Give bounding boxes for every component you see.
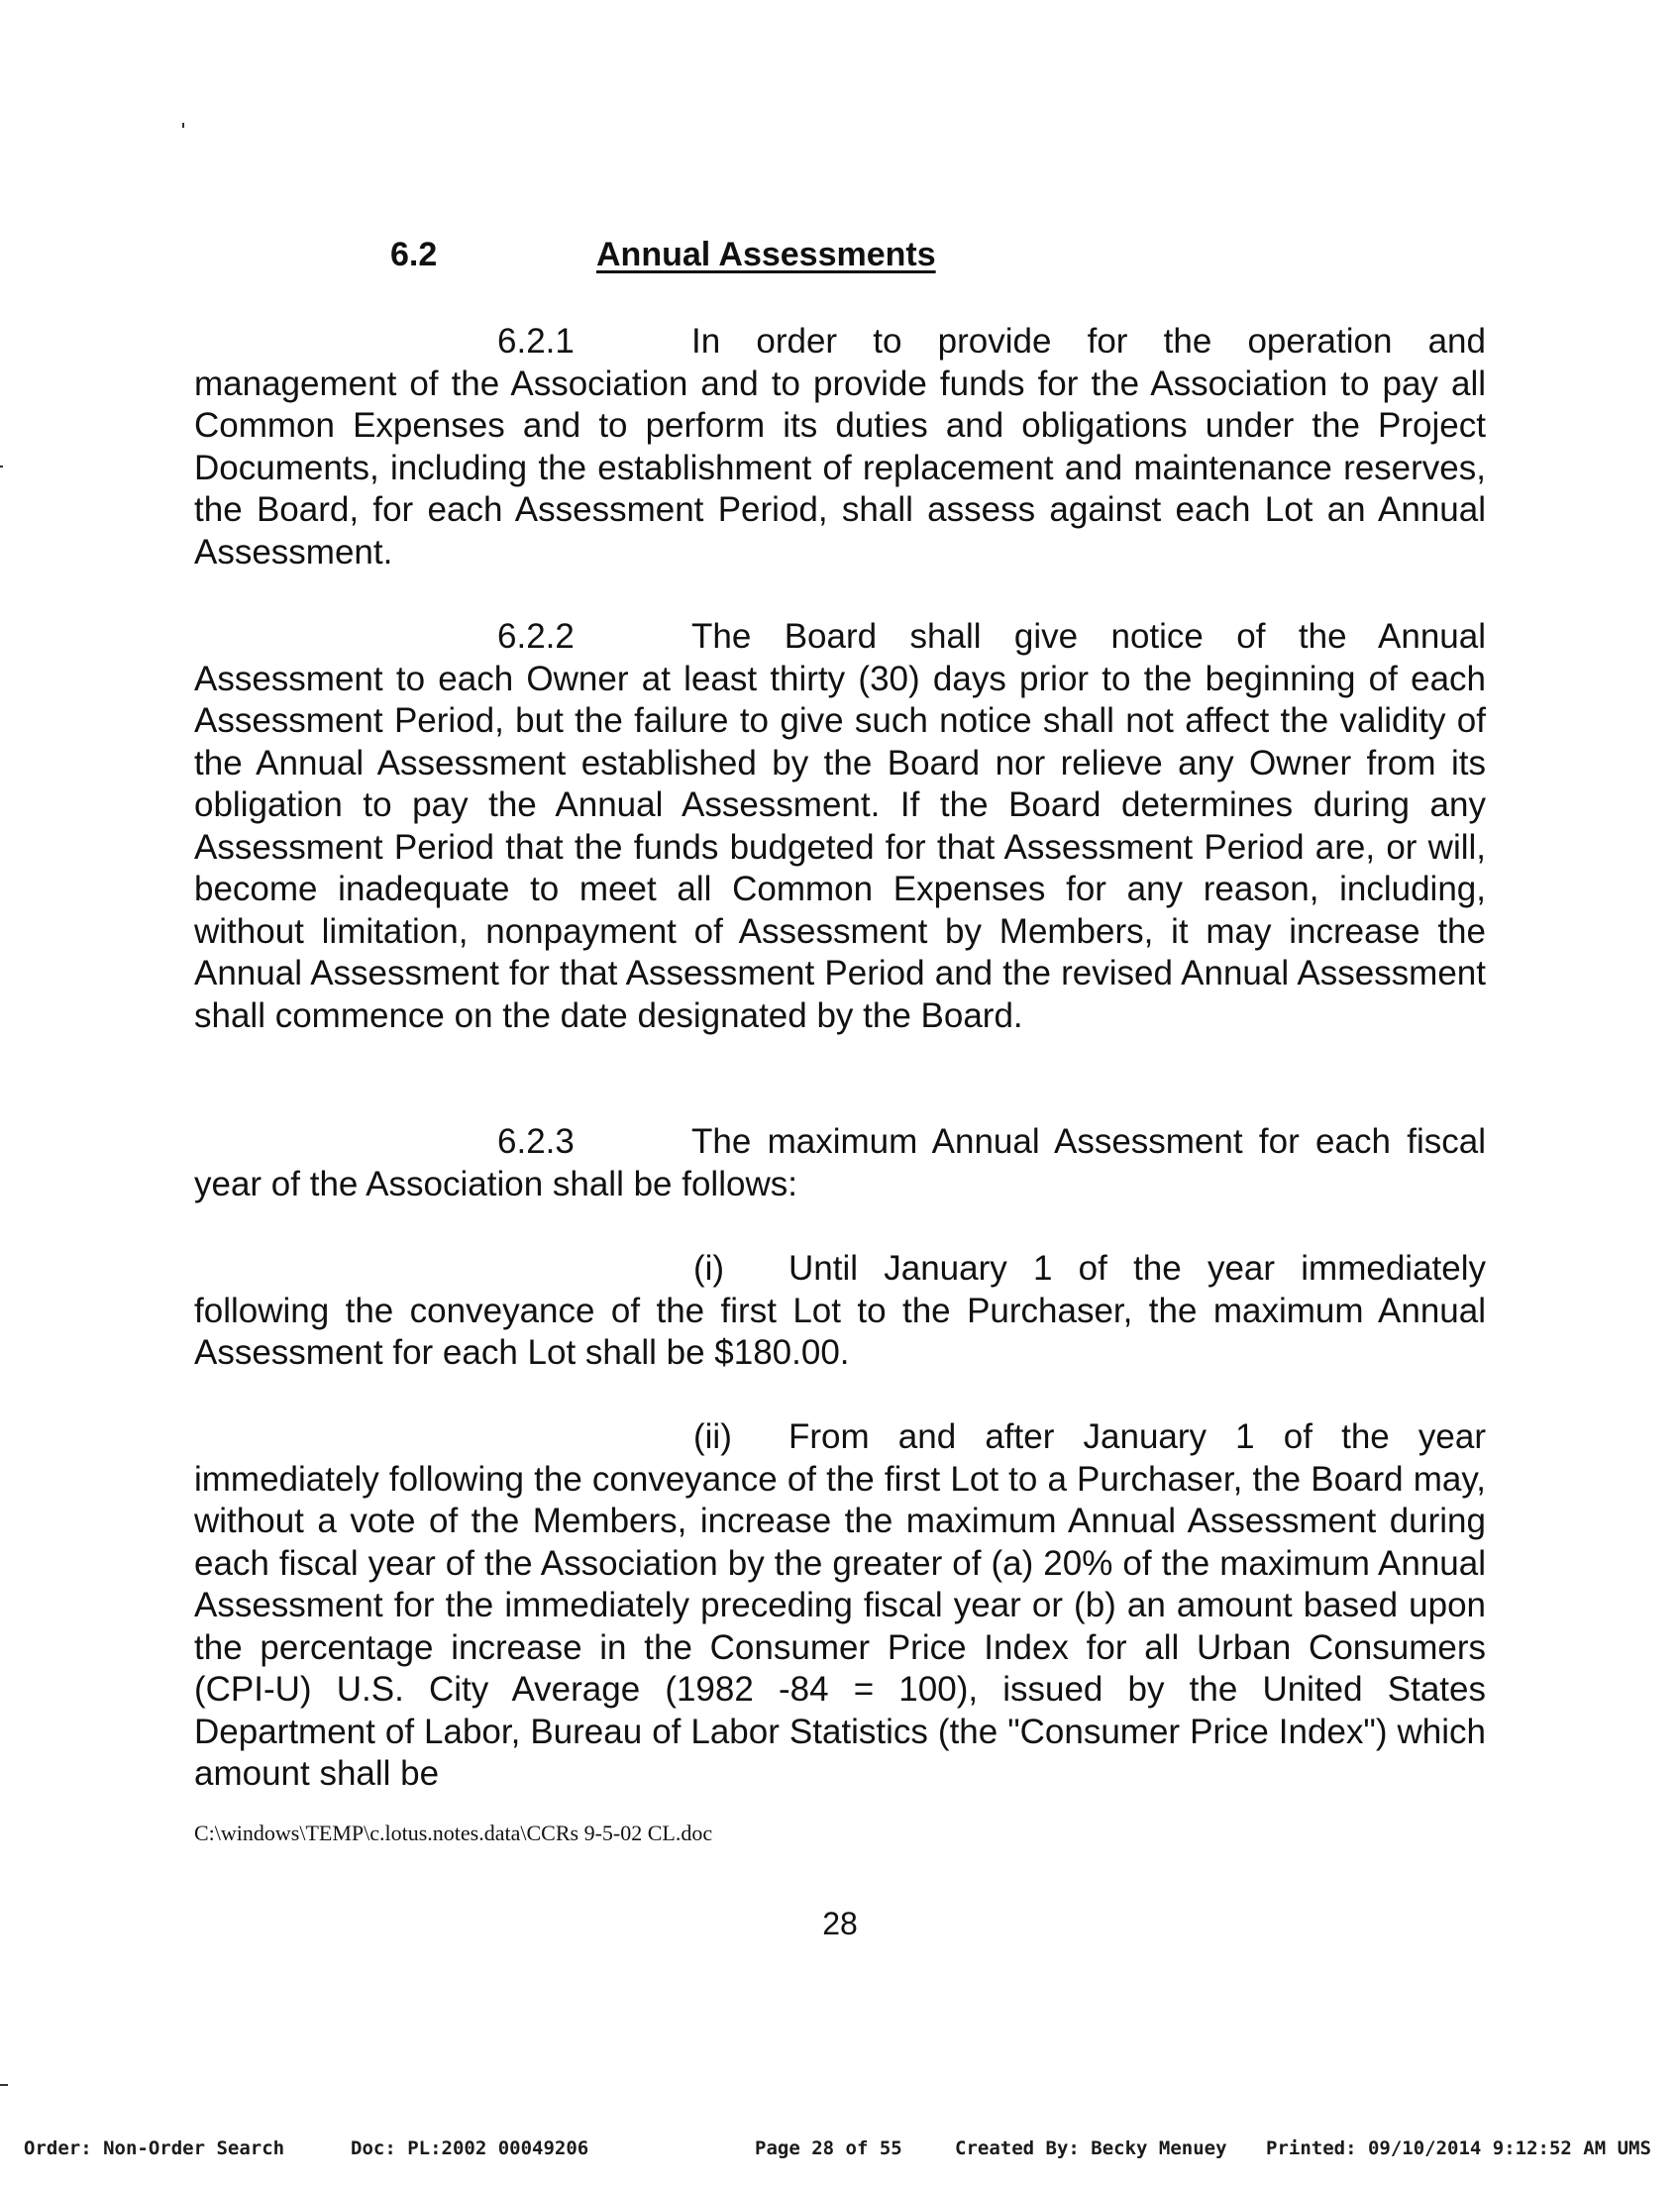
paragraph-label: 6.2.2 xyxy=(497,617,575,656)
paragraph-text: The Board shall give notice of the Annual Assessment to each Owner at least thirty (30) days prior to the beginning of each Assessment Period, but the failure to give such notice shall not affect the validity of the Annual Assessment established by the Board nor relieve any Owner from its obligation to pay the Annual Assessment. If the Board determines during any Assessment Period that the funds budgeted for that Assessment Period are, or will, become inadequate to meet all Common Expenses for any reason, including, without limitation, nonpayment of Assessment by Members, it may increase the Annual Assessment for that Assessment Period and the revised Annual Assessment shall commence on the date designated by the Board. xyxy=(194,617,1486,1035)
subparagraph-text: From and after January 1 of the year immediately following the conveyance of the first Lot to a Purchaser, the Board may, without a vote of the Members, increase the maximum Annual Assessment during each fiscal year of the Association by the greater of (a) 20% of the maximum Annual Assessment for the immediately preceding fiscal year or (b) an amount based upon the percentage increase in the Consumer Price Index for all Urban Consumers (CPI-U) U.S. City Average (1982 -84 = 100), issued by the United States Department of Labor, Bureau of Labor Statistics (the "Consumer Price Index") which amount shall be xyxy=(194,1417,1486,1793)
paragraph-6-2-2 xyxy=(194,616,1486,1037)
subparagraph-label: (i) xyxy=(693,1249,725,1288)
section-heading xyxy=(0,236,1680,283)
paragraph-6-2-3 xyxy=(194,1121,1486,1205)
subparagraph-text: Until January 1 of the year immediately following the conveyance of the first Lot to the Purchaser, the maximum Annual Assessment for each Lot shall be $180.00. xyxy=(194,1249,1486,1372)
scan-speck xyxy=(0,466,3,468)
paragraph-text: In order to provide for the operation and management of the Association and to provide funds for the Association to pay all Common Expenses and to perform its duties and obligations under the Project Documents, including the establishment of replacement and maintenance reserves, the Board, for each Assessment Period, shall assess against each Lot an Annual Assessment. xyxy=(194,322,1486,572)
doc-number: Doc: PL:2002 00049206 xyxy=(351,2137,589,2159)
scan-speck xyxy=(182,123,184,128)
subparagraph-i xyxy=(194,1248,1486,1375)
file-path: C:\windows\TEMP\c.lotus.notes.data\CCRs 9-5-02 CL.doc xyxy=(194,1821,713,1845)
paragraph-6-2-1 xyxy=(194,321,1486,573)
scan-speck xyxy=(0,2084,8,2086)
created-by: Created By: Becky Menuey xyxy=(955,2137,1227,2159)
order-label: Order: Non-Order Search xyxy=(24,2137,285,2159)
paragraph-label: 6.2.3 xyxy=(497,1122,575,1161)
section-number: 6.2 xyxy=(390,236,438,273)
page-number: 28 xyxy=(822,1906,858,1941)
paragraph-text: The maximum Annual Assessment for each fiscal year of the Association shall be follows: xyxy=(194,1122,1486,1203)
subparagraph-ii xyxy=(194,1416,1486,1796)
section-title: Annual Assessments xyxy=(596,236,936,273)
page-count: Page 28 of 55 xyxy=(755,2137,902,2159)
printed-timestamp: Printed: 09/10/2014 9:12:52 AM UMS xyxy=(1266,2137,1651,2159)
order-info-bar xyxy=(0,2137,1680,2167)
paragraph-label: 6.2.1 xyxy=(497,322,575,361)
subparagraph-label: (ii) xyxy=(693,1417,732,1456)
